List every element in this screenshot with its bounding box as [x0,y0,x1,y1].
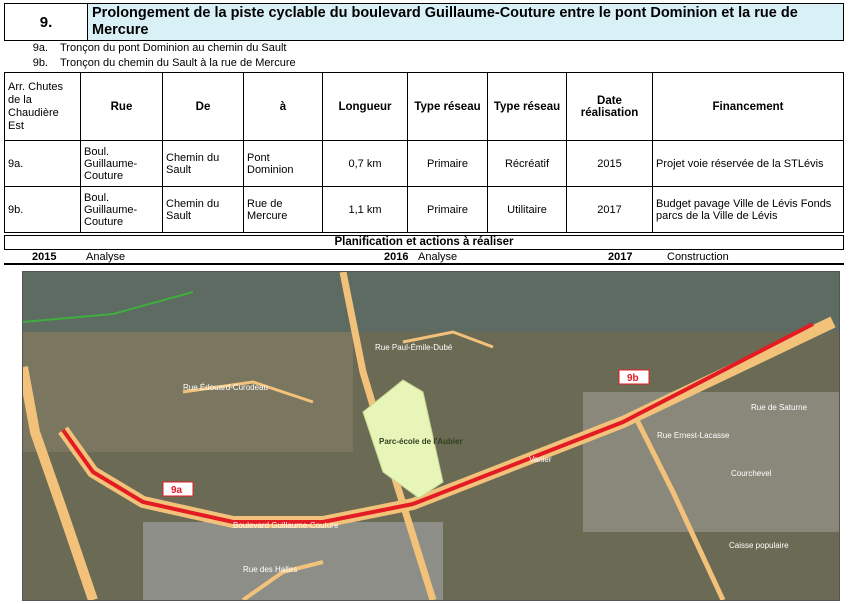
table-cell: 1,1 km [323,187,408,233]
table-cell: Chemin du Sault [163,141,244,187]
column-header: Arr. Chutes de la Chaudière Est [5,73,81,141]
project-title: Prolongement de la piste cyclable du boulevard Guillaume-Couture entre le pont Dominion et la rue de Mercure [88,4,843,40]
table-cell: 9b. [5,187,81,233]
table-cell: Primaire [408,187,488,233]
rue-saturne-label: Rue de Saturne [751,403,808,412]
project-number: 9. [5,4,88,40]
planning-action: Analyse [418,251,458,263]
table-row [5,187,844,233]
rue-halles-label: Rue des Halles [243,565,298,574]
table-cell: Budget pavage Ville de Lévis Fonds parcs de la Ville de Lévis [653,187,844,233]
rue-ernest-label: Rue Ernest-Lacasse [657,431,730,440]
column-header: Type réseau [408,73,488,141]
table-cell: Projet voie réservée de la STLévis [653,141,844,187]
vanier-label: Vanier [529,455,552,464]
table-header-row [5,73,844,141]
planning-action: Construction [667,251,729,263]
column-header: Date réalisation [567,73,653,141]
segment-code: 9b. [32,57,48,69]
title-row [4,3,844,41]
label-9a: 9a [171,485,183,496]
segment-row [4,56,296,70]
park-label: Parc-école de l'Aubier [379,437,463,446]
column-header: Financement [653,73,844,141]
label-9b: 9b [627,373,639,384]
segment-label: Tronçon du chemin du Sault à la rue de Mercure [60,57,296,69]
segment-row [4,41,286,55]
table-cell: Pont Dominion [244,141,323,187]
segment-code: 9a. [32,42,48,54]
rue-paul-label: Rue Paul-Émile-Dubé [375,343,453,352]
courchevel-label: Courchevel [731,469,772,478]
table-cell: Primaire [408,141,488,187]
planning-year: 2015 [32,251,57,263]
column-header: Type réseau [488,73,567,141]
boulevard-label: Boulevard Guillaume-Couture [233,521,339,530]
rue-edouard-label: Rue Édouard-Curodeau [183,383,268,392]
column-header: Rue [81,73,163,141]
table-row [5,141,844,187]
planning-year: 2016 [384,251,409,263]
planning-year: 2017 [608,251,633,263]
column-header: Longueur [323,73,408,141]
table-cell: 0,7 km [323,141,408,187]
table-cell: Boul. Guillaume-Couture [81,141,163,187]
table-cell: Rue de Mercure [244,187,323,233]
planning-row [4,250,844,265]
river-area [23,272,839,332]
route-map [22,271,840,601]
table-cell: 2017 [567,187,653,233]
table-cell: 2015 [567,141,653,187]
column-header: à [244,73,323,141]
page [4,3,844,601]
commercial-area [583,392,839,532]
table-cell: Boul. Guillaume-Couture [81,187,163,233]
table-cell: Récréatif [488,141,567,187]
parking-area [143,522,443,600]
project-table [4,72,844,233]
caisse-label: Caisse populaire [729,541,789,550]
aerial-map-svg [23,272,839,600]
planning-action: Analyse [86,251,126,263]
table-cell: Utilitaire [488,187,567,233]
planning-heading: Planification et actions à réaliser [4,235,844,250]
table-cell: 9a. [5,141,81,187]
column-header: De [163,73,244,141]
table-cell: Chemin du Sault [163,187,244,233]
segment-label: Tronçon du pont Dominion au chemin du Sault [60,42,287,54]
